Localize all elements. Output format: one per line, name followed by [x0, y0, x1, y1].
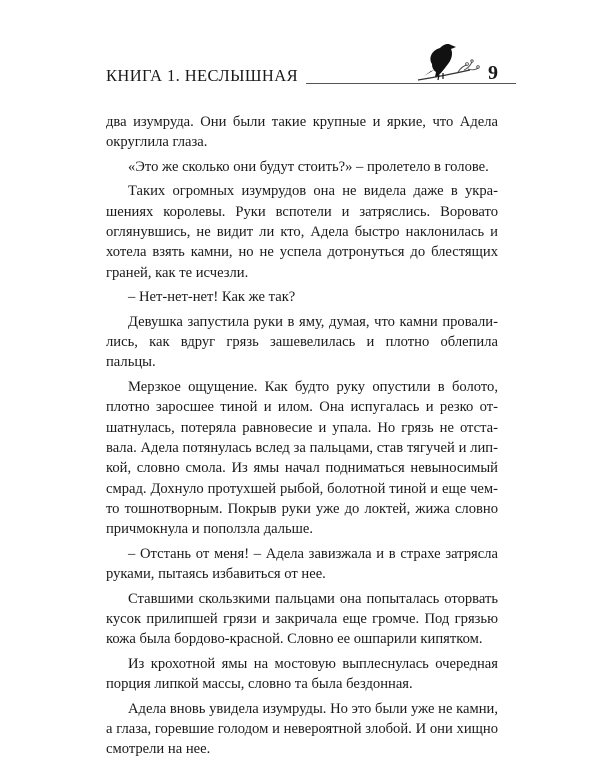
body-text [106, 112, 498, 764]
paragraph: Таких огромных изумрудов она не видела даже в украшениях королевы. Руки вспотели и затряслись. Воровато оглянувшись, не видит ли кто, Адела быстро наклонилась и хотела взять камни, но не успела дотронуться до блестящих граней, как те исчезли. [106, 183, 498, 281]
paragraph: «Это же сколько они будут стоить?» – пролетело в голове. [128, 158, 489, 175]
paragraph: Девушка запустила руки в яму, думая, что камни провалились, как вдруг грязь зашевелилась и плотно облепила пальцы. [106, 313, 498, 371]
page-number: 9 [488, 62, 498, 84]
paragraph: – Отстань от меня! – Адела завизжала и в страхе затрясла руками, пытаясь избавиться от нее. [106, 545, 498, 583]
running-title: КНИГА 1. НЕСЛЫШНАЯ [106, 66, 298, 85]
page-header [106, 58, 498, 92]
paragraph: два изумруда. Они были такие крупные и яркие, что Адела округлила глаза. [106, 114, 498, 151]
crow-on-branch-icon [398, 40, 488, 86]
paragraph: Из крохотной ямы на мостовую выплеснулась очередная порция липкой массы, словно та была бездонная. [106, 655, 498, 693]
paragraph: Адела вновь увидела изумруды. Но это были уже не камни, а глаза, горевшие голодом и невероятной злобой. И они хищно смотрели на нее. [106, 700, 498, 758]
paragraph: Ставшими скользкими пальцами она попыталась оторвать кусок прилипшей грязи и закричала еще громче. Под грязью кожа была бордово-красной. Словно ее ошпарили кипятком. [106, 590, 498, 648]
paragraph: Мерзкое ощущение. Как будто руку опустили в болото, плотно заросшее тиной и илом. Она испугалась и резко отшатнулась, потеряла равновесие и упала. Но грязь не отставала. Адела потянулась вслед за пальцами, став тягучей и липкой, словно смола. Из ямы начал подниматься невыносимый смрад. Дохнуло протухшей рыбой, болотной тиной и еще чем-то тошнотворным. Покрыв руки уже до локтей, жижа словно причмокнула и поползла дальше. [106, 379, 498, 538]
paragraph: – Нет-нет-нет! Как же так? [128, 289, 296, 306]
